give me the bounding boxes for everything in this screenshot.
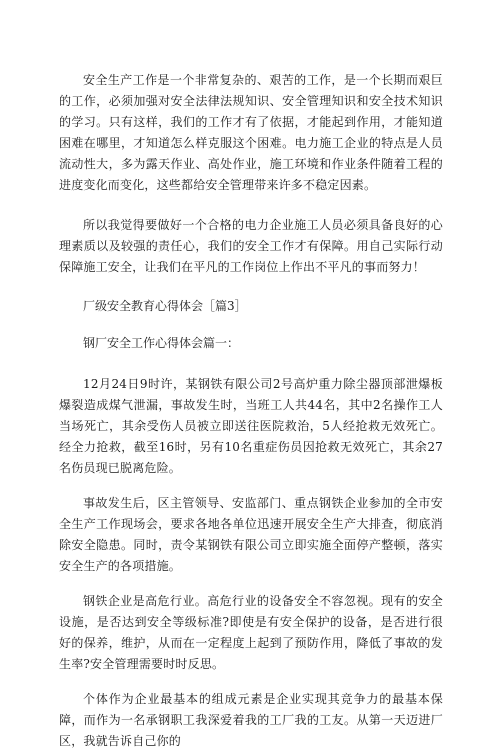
paragraph-responsibility: 所以我觉得要做好一个合格的电力企业施工人员必须具备良好的心理素质以及较强的责任心，我们的安全工作才有保障。用自己实际行动保障施工安全，让我们在平凡的工作岗位上作出不平凡的事而努力！ xyxy=(59,218,443,274)
section-title: 厂级安全教育心得体会［篇3］ xyxy=(83,299,247,313)
subsection-title: 钢厂安全工作心得体会篇一： xyxy=(83,336,240,350)
paragraph-after-accident: 事故发生后，区主管领导、安监部门、重点钢铁企业参加的全市安全生产工作现场会，要求各地各单位迅速开展安全生产大排查，彻底消除安全隐患。同时，责令某钢铁有限公司立即实施全面停产整顿，落实安全生产的各项措施。 xyxy=(59,496,443,573)
paragraph-individual-element: 个体作为企业最基本的组成元素是企业实现其竞争力的最基本保障，而作为一名承钢职工我深爱着我的工厂我的工友。从第一天迈进厂区，我就告诉自己你的 xyxy=(59,692,443,748)
paragraph-safety-work: 安全生产工作是一个非常复杂的、艰苦的工作，是一个长期而艰巨的工作，必须加强对安全法律法规知识、安全管理知识和安全技术知识的学习。只有这样，我们的工作才有了依据，才能起到作用，才能知道困难在哪里，才知道怎么样克服这个困难。电力施工企业的特点是人员流动性大，多为露天作业、高处作业，施工环境和作业条件随着工程的进度变化而变化，这些都给安全管理带来许多不稳定因素。 xyxy=(59,73,443,192)
paragraph-high-risk-industry: 钢铁企业是高危行业。高危行业的设备安全不容忽视。现有的安全设施，是否达到安全等级标准?即使是有安全保护的设备，是否进行很好的保养，维护，从而在一定程度上起到了预防作用，降低了事故的发生率?安全管理需要时时反思。 xyxy=(59,594,443,671)
paragraph-accident-report: 12月24日9时许，某钢铁有限公司2号高炉重力除尘器顶部泄爆板爆裂造成煤气泄漏，事故发生时，当班工人共44名，其中2名操作工人当场死亡，其余受伤人员被立即送往医院救治，5人经抢救无效死亡。经全力抢救，截至16时，另有10名重症伤员因抢救无效死亡，其余27名伤员现已脱离危险。 xyxy=(59,377,443,475)
